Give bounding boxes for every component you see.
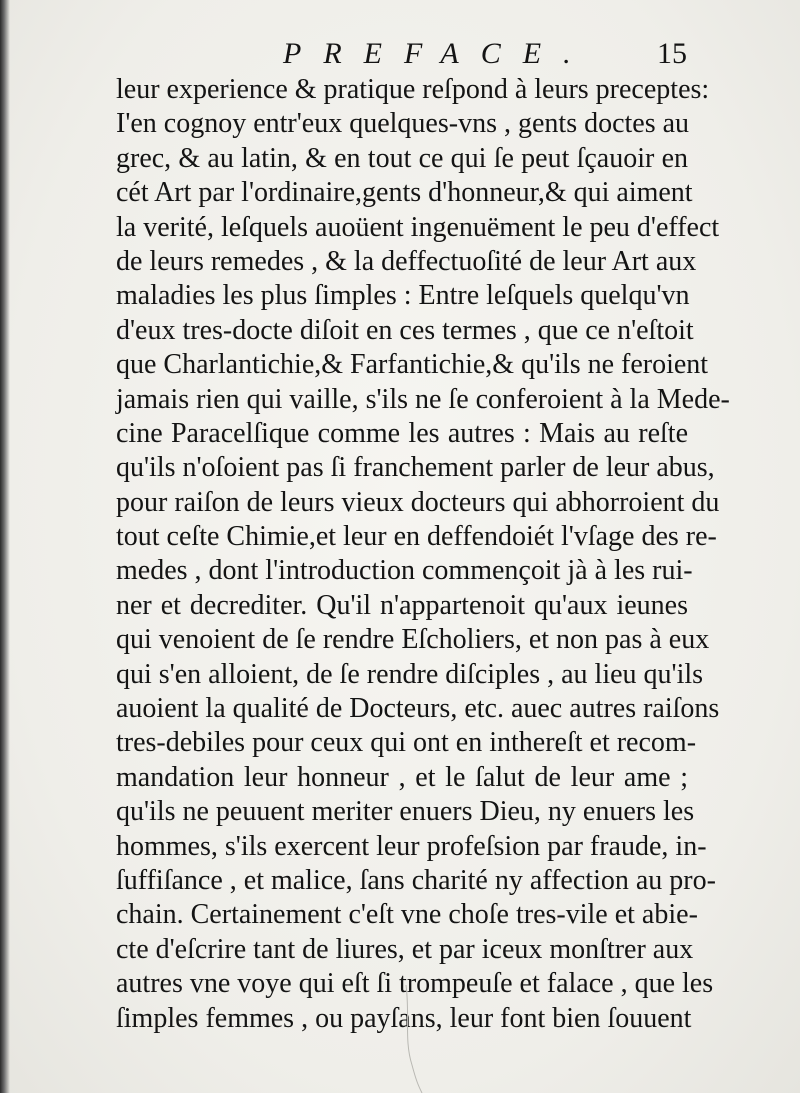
text-line: de leurs remedes , & la deffectuoſité de leur Art aux — [116, 245, 697, 277]
text-line: que Charlantichie,& Farfantichie,& qu'ils ne feroient — [116, 349, 709, 381]
text-line: grec, & au latin, & en tout ce qui ſe peut ſçauoir en — [116, 142, 688, 174]
stray-hair-mark — [400, 985, 440, 1093]
text-line: cét Art par l'ordinaire,gents d'honneur,& qui aiment — [116, 177, 693, 209]
text-line: tout ceſte Chimie,et leur en deffendoiét l'vſage des re- — [116, 521, 717, 553]
text-line: auoient la qualité de Docteurs, etc. auec autres raiſons — [116, 693, 720, 725]
text-line: la verité, leſquels auoüent ingenuëment le peu d'effect — [116, 211, 720, 243]
text-line: qu'ils n'oſoient pas ſi franchement parler de leur abus, — [116, 452, 715, 484]
text-line: hommes, s'ils exercent leur profeſsion par fraude, in- — [116, 830, 707, 862]
text-line: chain. Certainement c'eſt vne choſe tres-vile et abie- — [116, 899, 698, 931]
text-line: jamais rien qui vaille, s'ils ne ſe conferoient à la Mede- — [116, 383, 730, 415]
page-number: 15 — [657, 37, 687, 70]
page-header — [0, 34, 800, 74]
text-line: leur experience & pratique reſpond à leurs preceptes: — [116, 74, 710, 105]
page-binding-shadow — [0, 0, 10, 1093]
text-line: qui venoient de ſe rendre Eſcholiers, et non pas à eux — [116, 624, 710, 656]
running-title: PREFACE. — [283, 37, 593, 70]
text-line: pour raiſon de leurs vieux docteurs qui abhorroient du — [116, 486, 720, 518]
text-line: tres-debiles pour ceux qui ont en inthereſt et recom- — [116, 727, 697, 759]
text-line: qui s'en alloient, de ſe rendre diſciples , au lieu qu'ils — [116, 658, 704, 690]
text-line: ſimples femmes , ou payſans, leur font bien ſouuent — [116, 1002, 692, 1034]
text-line: cte d'eſcrire tant de liures, et par iceux monſtrer aux — [116, 933, 694, 965]
text-line: I'en cognoy entr'eux quelques-vns , gents doctes au — [116, 108, 690, 140]
text-line: ſuffiſance , et malice, ſans charité ny affection au pro- — [116, 864, 716, 896]
text-line: ner et decrediter. Qu'il n'appartenoit qu'aux ieunes — [116, 589, 688, 621]
text-line: maladies les plus ſimples : Entre leſquels quelqu'vn — [116, 280, 690, 312]
text-line: d'eux tres-docte diſoit en ces termes , que ce n'eſtoit — [116, 314, 694, 346]
text-line: medes , dont l'introduction commençoit jà à les rui- — [116, 555, 693, 587]
text-line: qu'ils ne peuuent meriter enuers Dieu, ny enuers les — [116, 796, 695, 828]
text-line: mandation leur honneur , et le ſalut de leur ame ; — [116, 761, 688, 793]
body-text — [116, 73, 730, 1036]
text-line: cine Paracelſique comme les autres : Mais au reſte — [116, 417, 688, 449]
text-line: autres vne voye qui eſt ſi trompeuſe et falace , que les — [116, 968, 714, 1000]
